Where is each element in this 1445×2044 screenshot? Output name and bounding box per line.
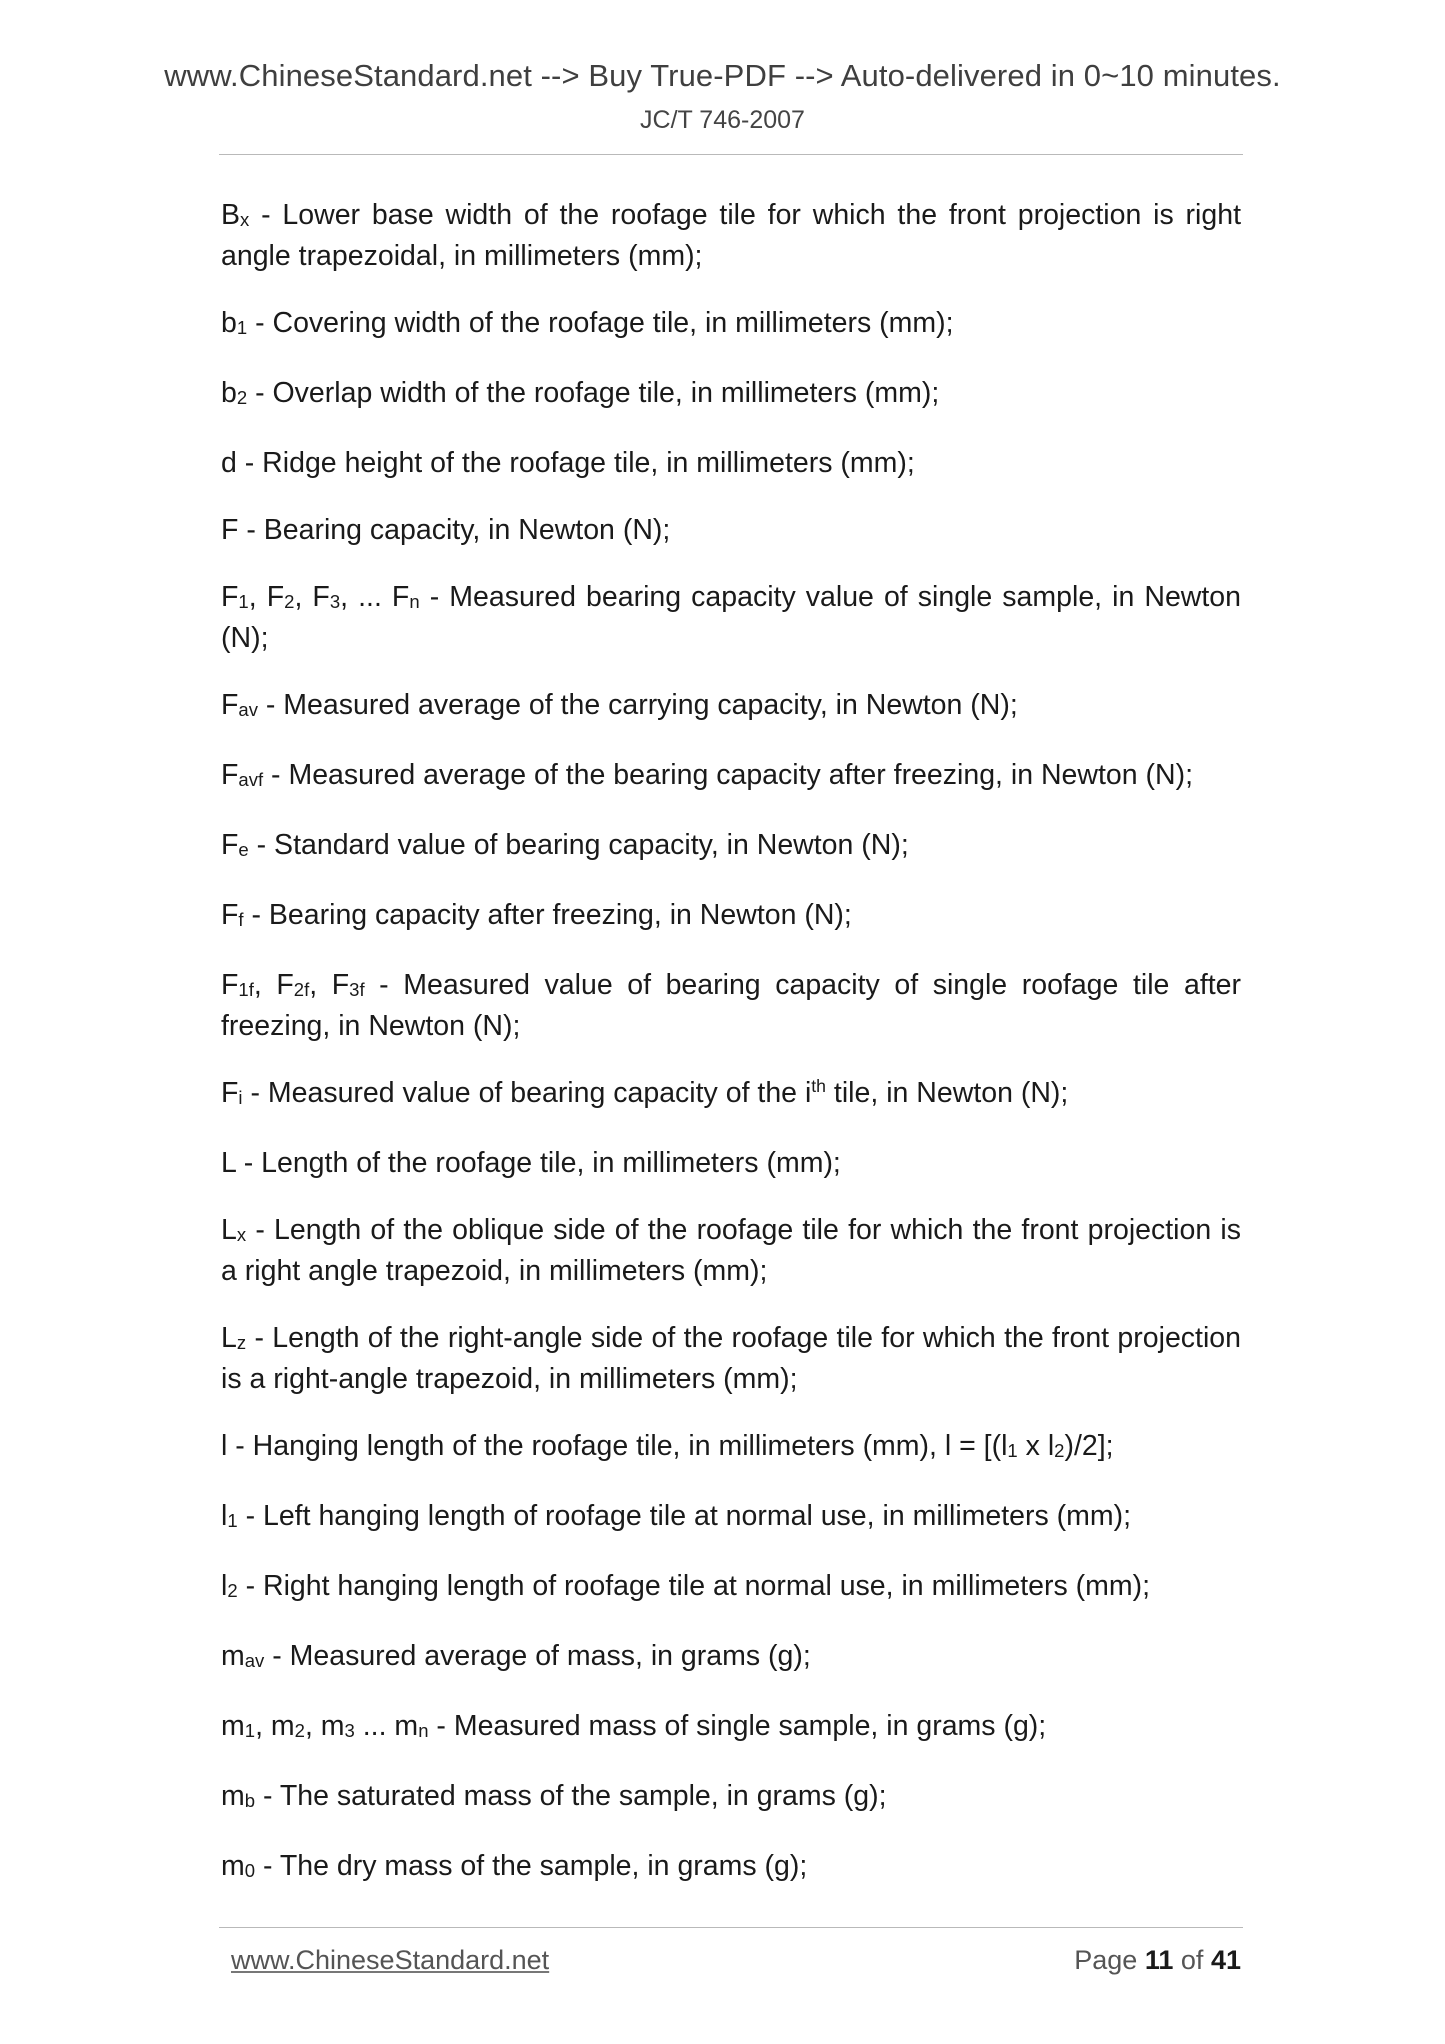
footer-site-link[interactable]: www.ChineseStandard.net — [231, 1945, 550, 1975]
definition-b2: $b_2$ - Overlap width of the roofage tile, in millimeters (mm); — [221, 377, 940, 409]
definition-fe: $F_e$ - Standard value of bearing capacity, in Newton (N); — [221, 829, 909, 861]
definition-l2: $l_2$ - Right hanging length of roofage tile at normal use, in millimeters (mm); — [221, 1570, 1151, 1602]
definition-lz: $L_z$ - Length of the right-angle side of the roofage tile for which the front projection is a right-angle trapezoid, in millimeters (mm); — [221, 1322, 1241, 1395]
footer-divider — [219, 1927, 1243, 1928]
header-divider — [219, 154, 1243, 155]
definition-f1-fn: $F_1$, $F_2$, $F_3$, ... $F_n$ - Measured bearing capacity value of single sample, in Newton (N); — [221, 581, 1242, 654]
definition-b1: $b_1$ - Covering width of the roofage tile, in millimeters (mm); — [221, 307, 954, 339]
total-page-count: 41 — [1210, 1945, 1241, 1975]
definition-bx: $B_x$ - Lower base width of the roofage tile for which the front projection is right angle trapezoidal, in millimeters (mm); — [221, 199, 1241, 272]
definition-ff: $F_f$ - Bearing capacity after freezing, in Newton (N); — [221, 899, 852, 931]
definition-m0: $m_0$ - The dry mass of the sample, in grams (g); — [221, 1850, 808, 1882]
definition-mav: $m_{av}$ - Measured average of mass, in grams (g); — [221, 1640, 811, 1672]
definition-d: d - Ridge height of the roofage tile, in millimeters (mm); — [221, 447, 915, 479]
current-page-number: 11 — [1144, 1945, 1174, 1975]
definition-f1f-f3f: $F_{1f}$, $F_{2f}$, $F_{3f}$ - Measured value of bearing capacity of single roofage tile after freezing, in Newton (N); — [221, 969, 1241, 1042]
definition-fi: $F_i$ - Measured value of bearing capacity of the $i^{th}$ tile, in Newton (N); — [221, 1076, 1069, 1109]
header-standard-code: JC/T 746-2007 — [640, 106, 805, 134]
definition-favf: $F_{avf}$ - Measured average of the bearing capacity after freezing, in Newton (N); — [221, 759, 1194, 791]
symbol-definition-list — [221, 196, 1241, 1917]
definition-fav: $F_{av}$ - Measured average of the carrying capacity, in Newton (N); — [221, 689, 1018, 721]
definition-l-lower: l - Hanging length of the roofage tile, in millimeters (mm), $l = [(l_1$ x $l_2)/2$]; — [221, 1430, 1114, 1462]
definition-mb: $m_b$ - The saturated mass of the sample, in grams (g); — [221, 1780, 887, 1812]
header-site-banner: www.ChineseStandard.net --> Buy True-PDF --> Auto-delivered in 0~10 minutes. — [164, 58, 1281, 93]
page-indicator: Page 11 of 41 — [1074, 1945, 1241, 1975]
definition-f: F - Bearing capacity, in Newton (N); — [221, 514, 671, 546]
definition-lx: $L_x$ - Length of the oblique side of the roofage tile for which the front projection is a right angle trapezoid, in millimeters (mm); — [221, 1214, 1241, 1287]
definition-l1: $l_1$ - Left hanging length of roofage tile at normal use, in millimeters (mm); — [221, 1500, 1132, 1532]
definition-m1-mn: $m_1$, $m_2$, $m_3$ ... $m_n$ - Measured mass of single sample, in grams (g); — [221, 1710, 1047, 1742]
definition-l-upper: L - Length of the roofage tile, in millimeters (mm); — [221, 1147, 841, 1179]
